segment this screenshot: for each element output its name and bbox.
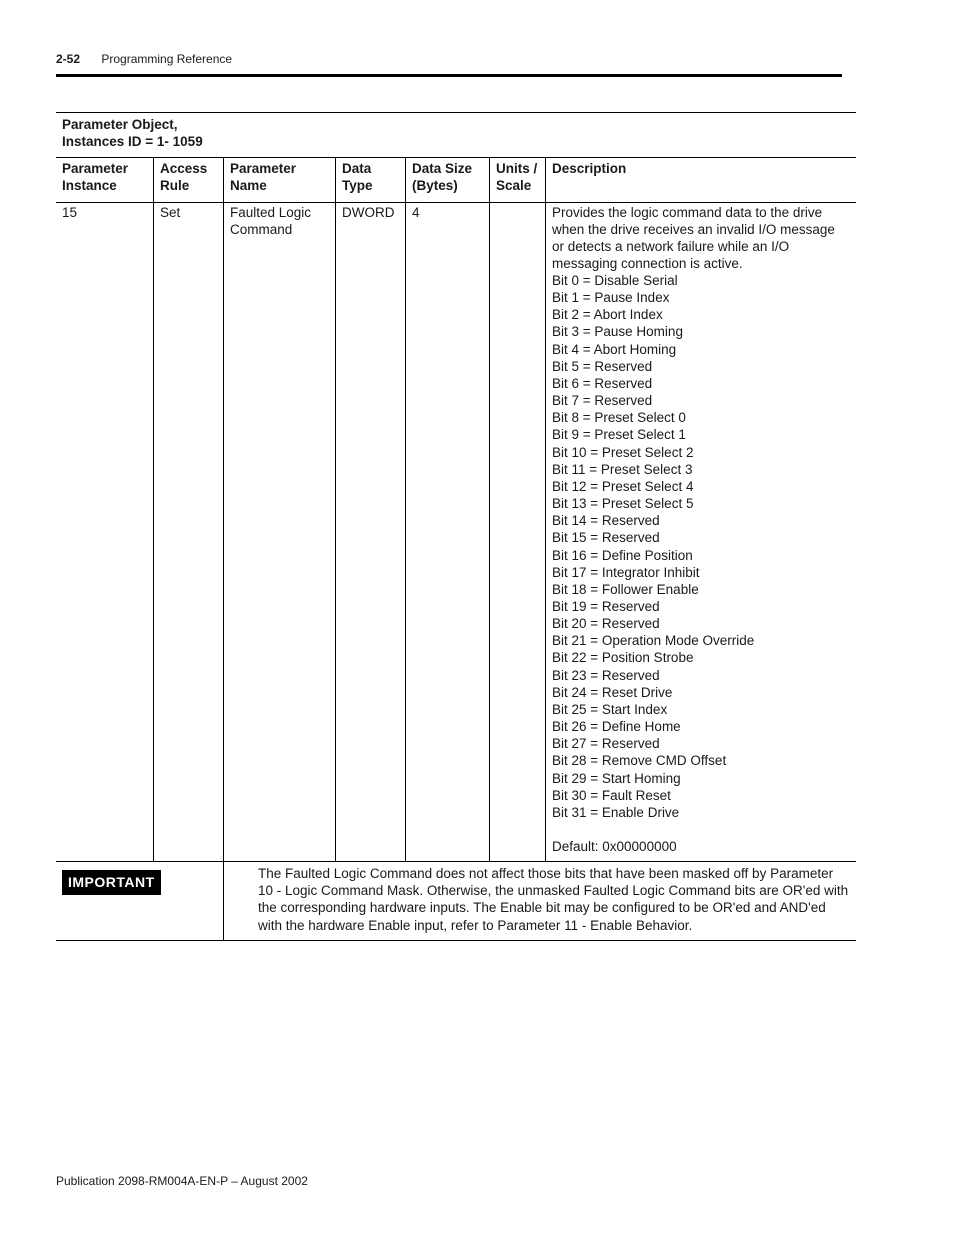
bit-item: Bit 14 = Reserved [552,513,660,529]
table-title [56,112,856,157]
bit-item: Bit 13 = Preset Select 5 [552,496,694,512]
table-header-row [56,157,856,203]
bit-item: Bit 28 = Remove CMD Offset [552,753,727,769]
cell-type: DWORD [336,203,406,861]
page-number: 2-52 [56,52,81,66]
page-header [56,52,232,66]
bit-item: Bit 11 = Preset Select 3 [552,461,693,477]
cell-instance: 15 [56,203,154,861]
col-header-name: Parameter Name [224,158,336,202]
default-value: Default: 0x00000000 [552,839,677,854]
important-badge: IMPORTANT [62,870,161,895]
bit-item: Bit 6 = Reserved [552,375,653,391]
bit-item: Bit 21 = Operation Mode Override [552,633,755,649]
table-title-line1: Parameter Object, [62,117,178,132]
cell-description [546,203,856,861]
bit-item: Bit 10 = Preset Select 2 [552,444,694,460]
col-header-units: Units / Scale [490,158,546,202]
bit-item: Bit 5 = Reserved [552,358,653,374]
cell-name: Faulted Logic Command [224,203,336,861]
bit-item: Bit 31 = Enable Drive [552,804,680,820]
important-text: The Faulted Logic Command does not affect those bits that have been masked off by Parameter 10 - Logic Command Mask. Otherwise, the unmasked Faulted Logic Command bits are OR'ed with the corresponding hardware inputs. The Enable bit may be configured to be OR'ed and AND'ed with the hardware Enable input, refer to Parameter 11 - Enable Behavior. [258,866,849,933]
bit-item: Bit 23 = Reserved [552,667,660,683]
bit-item: Bit 27 = Reserved [552,736,660,752]
bit-item: Bit 4 = Abort Homing [552,341,677,357]
bit-list [552,272,850,821]
col-header-access: Access Rule [154,158,224,202]
bit-item: Bit 22 = Position Strobe [552,650,694,666]
bit-item: Bit 3 = Pause Homing [552,324,683,340]
cell-size: 4 [406,203,490,861]
bit-item: Bit 16 = Define Position [552,547,693,563]
description-text: Provides the logic command data to the drive when the drive receives an invalid I/O message or detects a network failure while an I/O messaging connection is active. [552,205,835,271]
bit-item: Bit 12 = Preset Select 4 [552,478,694,494]
bit-item: Bit 0 = Disable Serial [552,273,678,288]
important-note [56,861,856,941]
bit-item: Bit 7 = Reserved [552,393,653,409]
header-rule [56,74,842,77]
publication-footer: Publication 2098-RM004A-EN-P – August 2002 [56,1174,308,1188]
bit-item: Bit 2 = Abort Index [552,307,663,323]
bit-item: Bit 19 = Reserved [552,598,660,614]
bit-item: Bit 25 = Start Index [552,701,668,717]
bit-item: Bit 26 = Define Home [552,719,681,735]
col-header-description: Description [552,161,627,176]
table-row [56,203,856,861]
bit-item: Bit 9 = Preset Select 1 [552,427,686,443]
table-title-line2: Instances ID = 1- 1059 [62,134,203,149]
col-header-size: Data Size (Bytes) [406,158,490,202]
important-label-cell [56,862,224,940]
bit-item: Bit 24 = Reset Drive [552,684,673,700]
bit-item: Bit 29 = Start Homing [552,770,681,786]
bit-item: Bit 15 = Reserved [552,530,660,546]
parameter-table [56,112,856,941]
section-title: Programming Reference [101,52,233,66]
bit-item: Bit 30 = Fault Reset [552,787,671,803]
cell-units [490,203,546,861]
bit-item: Bit 8 = Preset Select 0 [552,410,686,426]
bit-item: Bit 17 = Integrator Inhibit [552,564,700,580]
col-header-instance: Parameter Instance [56,158,154,202]
col-header-type: Data Type [336,158,406,202]
bit-item: Bit 20 = Reserved [552,616,660,632]
bit-item: Bit 18 = Follower Enable [552,581,699,597]
bit-item: Bit 1 = Pause Index [552,290,670,306]
cell-access: Set [154,203,224,861]
